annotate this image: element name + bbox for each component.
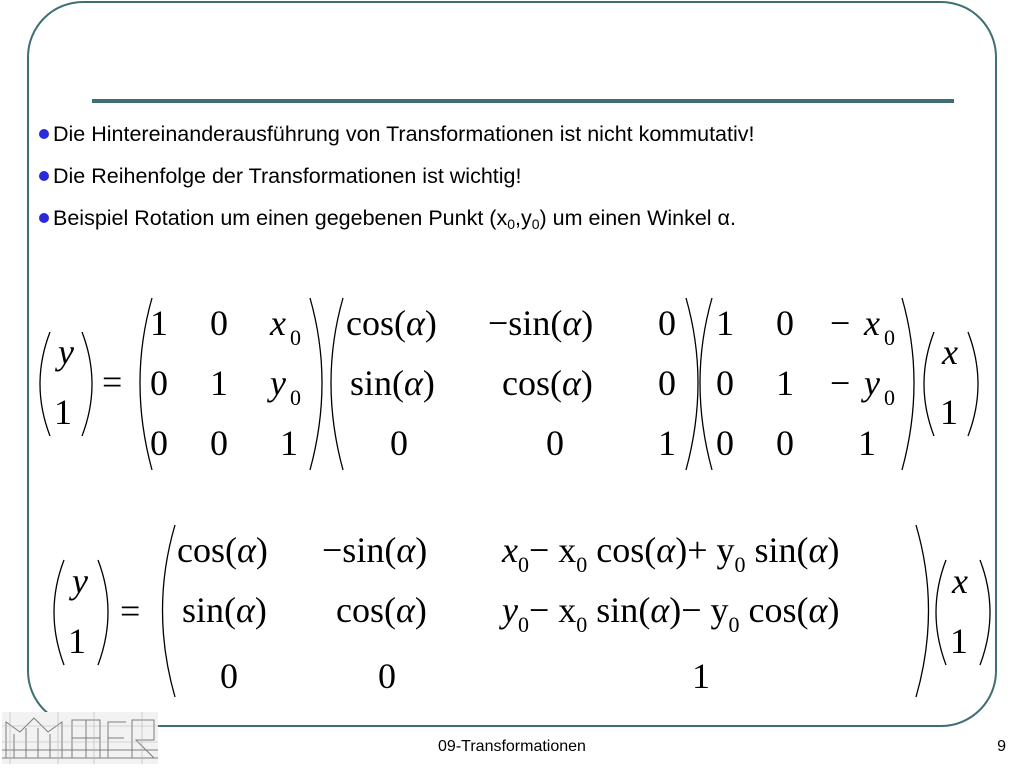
matrix-cell: 0 (210, 423, 228, 463)
bracket-left (163, 525, 176, 697)
matrix-cell: $x_0- x_0$ $\cos(\alpha)+ y_0$ sin(α) (502, 530, 840, 577)
paren-right (82, 332, 92, 436)
matrix-cell: 0 (546, 423, 564, 463)
matrix-cell: y (864, 363, 880, 403)
paren-left (54, 560, 64, 665)
rhs-x: x (952, 561, 968, 601)
matrix-cell: sin(α) (350, 363, 435, 403)
bracket-left (331, 298, 343, 470)
matrix-cell: −sin(α) (322, 530, 428, 570)
rhs-1: 1 (940, 392, 958, 432)
paren-left (40, 332, 50, 436)
matrix-cell: 0 (378, 656, 396, 696)
paren-right (98, 560, 108, 665)
lhs-y: y (58, 332, 74, 372)
matrix-cell: − (830, 303, 851, 343)
matrix-cell: 1 (280, 423, 298, 463)
matrix-cell: − (830, 363, 851, 403)
paren-left (936, 560, 946, 665)
matrix-cell: cos(α) (177, 530, 268, 570)
bullet-text: Die Reihenfolge der Transformationen ist wichtig! (53, 164, 522, 188)
matrix-cell: 0 (716, 423, 734, 463)
bullet-list (38, 118, 755, 244)
matrix-cell: 0 (290, 325, 301, 350)
rhs-x: x (942, 332, 958, 372)
matrix-cell: $y_0- x_0$ $\sin(\alpha)- y_0$ cos(α) (502, 590, 840, 637)
lhs-y: y (72, 561, 88, 601)
paren-right (980, 560, 990, 665)
equation-1 (0, 290, 1024, 480)
bullet-dot-icon (39, 213, 49, 223)
matrix-cell: cos(α) (336, 590, 427, 630)
paren-left (924, 332, 934, 436)
matrix-cell: 0 (884, 385, 895, 410)
lhs-1: 1 (54, 392, 72, 432)
bullet-text: Die Hintereinanderausführung von Transformationen ist nicht kommutativ! (53, 122, 755, 146)
matrix-cell: −sin(α) (488, 303, 594, 343)
equation-2 (0, 515, 1024, 705)
matrix-cell: 0 (220, 656, 238, 696)
subscript: 0 (531, 216, 540, 232)
matrix-cell: 0 (658, 363, 676, 403)
matrix-cell: 0 (658, 303, 676, 343)
matrix-cell: 0 (716, 363, 734, 403)
bullet-item (38, 118, 755, 160)
matrix-cell: 0 (290, 385, 301, 410)
matrix-cell: 0 (884, 325, 895, 350)
bracket-right (310, 298, 322, 470)
equals-sign: = (120, 591, 141, 631)
matrix-cell: 0 (150, 423, 168, 463)
equals-sign: = (102, 362, 123, 402)
bracket-left (700, 298, 712, 470)
matrix-cell: 1 (658, 423, 676, 463)
matrix-cell: cos(α) (502, 363, 593, 403)
matrix-cell: x (864, 303, 880, 343)
matrix-cell: 1 (858, 423, 876, 463)
bullet-item (38, 160, 755, 202)
paren-right (968, 332, 978, 436)
matrix-cell: sin(α) (182, 590, 267, 630)
bullet-item (38, 202, 755, 244)
page-number: 9 (997, 738, 1006, 755)
rhs-1: 1 (950, 621, 968, 661)
bullet-text: ) um einen Winkel α. (539, 206, 736, 230)
footer-title: 09-Transformationen (438, 738, 586, 755)
bullet-text: Beispiel Rotation um einen gegebenen Punkt (x (53, 206, 508, 230)
bracket-right (902, 298, 914, 470)
matrix-cell: 1 (692, 656, 710, 696)
title-rule (92, 99, 954, 103)
bullet-text: ,y (514, 206, 532, 230)
matrix-cell: 0 (210, 303, 228, 343)
matrix-cell: 1 (776, 363, 794, 403)
bracket-right (686, 298, 698, 470)
matrix-cell: y (270, 363, 286, 403)
matrix-cell: 0 (776, 423, 794, 463)
matrix-cell: 1 (716, 303, 734, 343)
bullet-dot-icon (39, 129, 49, 139)
matrix-cell: x (270, 303, 286, 343)
matrix-cell: 0 (150, 363, 168, 403)
matrix-cell: 1 (150, 303, 168, 343)
lhs-1: 1 (68, 621, 86, 661)
matrix-cell: 0 (776, 303, 794, 343)
bracket-right (916, 525, 929, 697)
bullet-dot-icon (39, 171, 49, 181)
matrix-cell: 0 (390, 423, 408, 463)
subscript: 0 (507, 216, 515, 232)
matrix-cell: 1 (210, 363, 228, 403)
matrix-cell: cos(α) (346, 303, 437, 343)
